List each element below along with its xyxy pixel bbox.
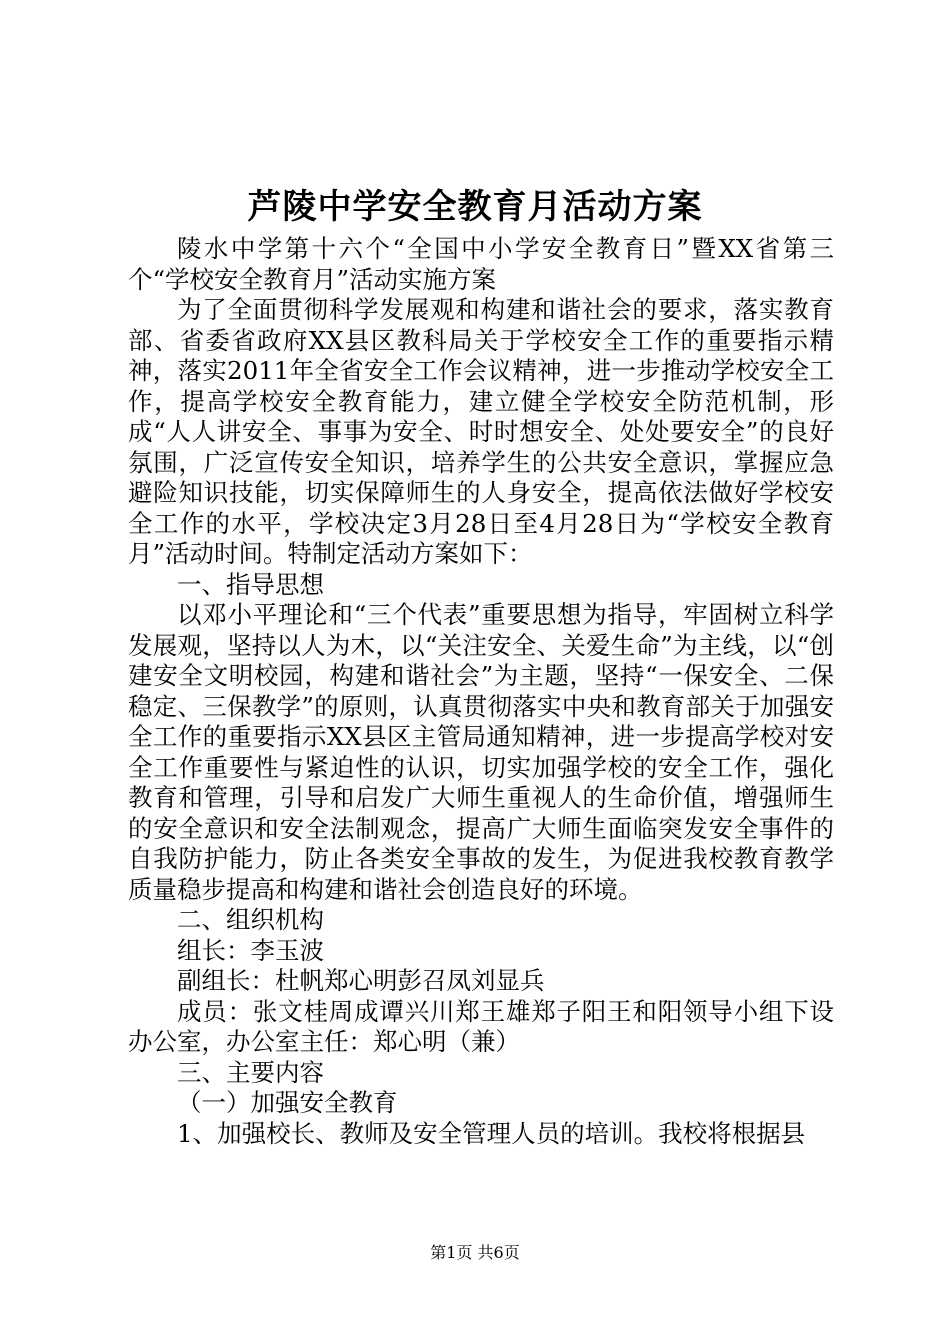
section-heading-organization: 二、组织机构 xyxy=(177,905,324,934)
paragraph-deputy-leaders: 副组长：杜帆郑心明彭召凤刘显兵 xyxy=(177,966,545,995)
page-footer: 第1页 共6页 xyxy=(430,1243,520,1262)
subsection-heading-safety-education: （一）加强安全教育 xyxy=(177,1088,398,1117)
paragraph-leader: 组长：李玉波 xyxy=(177,935,324,965)
document-body xyxy=(128,234,834,1149)
paragraph-guiding-ideology: 以邓小平理论和“三个代表”重要思想为指导，牢固树立科学发展观，坚持以人为木，以“关注安全、关爱生命”为主线，以“创建安全文明校园，构建和谐社会”为主题，坚持“一保安全、二保稳定、三保教学”的原则，认真贯彻落实中央和教育部关于加强安全工作的重要指示XX县区主管局通知精神，进一步提高学校对安全工作重要性与紧迫性的认识，切实加强学校的安全工作，强化教育和管理，引导和启发广大师生重视人的生命价值，增强师生的安全意识和安全法制观念，提高广大师生面临突发安全事件的自我防护能力，防止各类安全事故的发生，为促进我校教育教学质量稳步提高和构建和谐社会创造良好的环境。 xyxy=(128,600,834,904)
paragraph-intro: 为了全面贯彻科学发展观和构建和谐社会的要求，落实教育部、省委省政府XX县区教科局关于学校安全工作的重要指示精神，落实2011年全省安全工作会议精神，进一步推动学校安全工作，提高学校安全教育能力，建立健全学校安全防范机制，形成“人人讲安全、事事为安全、时时想安全、处处要安全”的良好氛围，广泛宣传安全知识，培养学生的公共安全意识，掌握应急避险知识技能，切实保障师生的人身安全，提高依法做好学校安全工作的水平，学校决定3月28日至4月28日为“学校安全教育月”活动时间。特制定活动方案如下： xyxy=(128,295,834,568)
document-title: 芦陵中学安全教育月活动方案 xyxy=(247,187,703,227)
section-heading-main-content: 三、主要内容 xyxy=(177,1057,324,1087)
paragraph-subtitle: 陵水中学第十六个“全国中小学安全教育日”暨XX省第三个“学校安全教育月”活动实施方案 xyxy=(128,234,834,294)
paragraph-members: 成员：张文桂周成谭兴川郑王雄郑子阳王和阳领导小组下设办公室，办公室主任：郑心明（兼） xyxy=(128,996,834,1056)
paragraph-training: 1、加强校长、教师及安全管理人员的培训。我校将根据县 xyxy=(177,1118,806,1148)
section-heading-guiding-ideology: 一、指导思想 xyxy=(177,569,324,599)
